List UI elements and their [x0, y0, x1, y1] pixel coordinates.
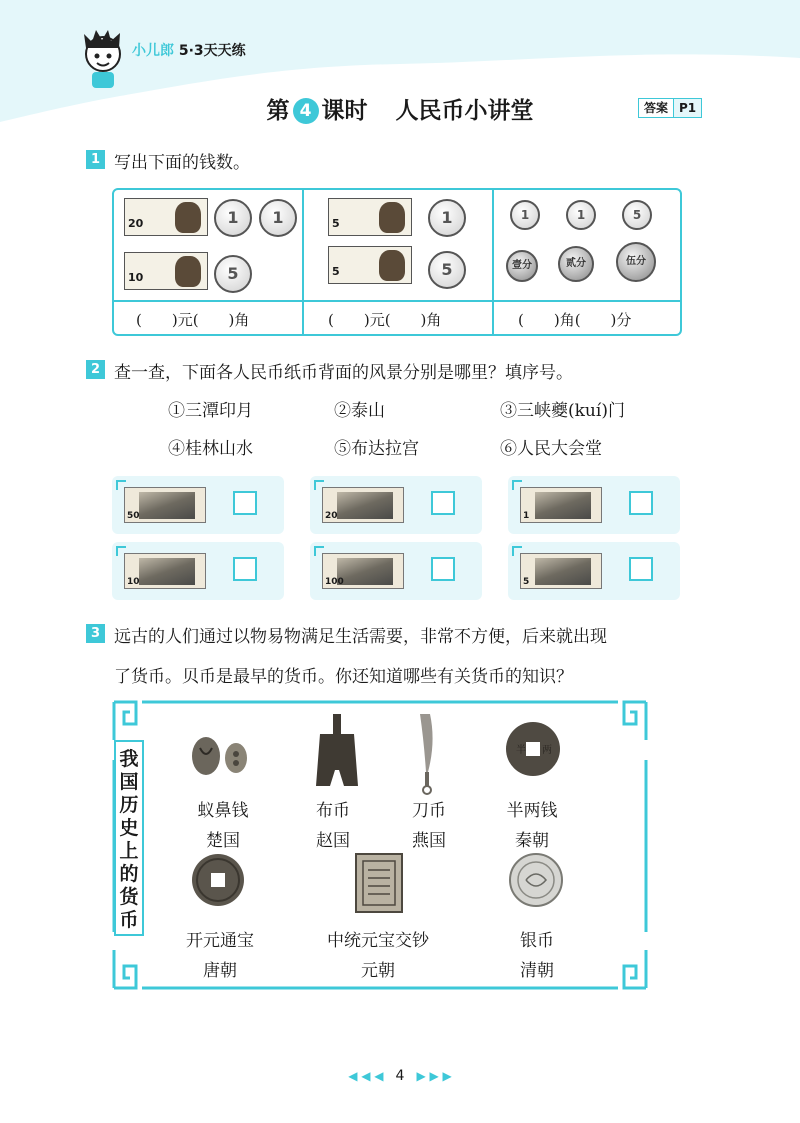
- coin: 1: [428, 199, 466, 237]
- banknote-back: 1: [520, 487, 602, 523]
- bill-card: [508, 542, 680, 600]
- banknote: 5: [328, 246, 412, 284]
- q1-text: 写出下面的钱数。: [114, 153, 250, 173]
- q1-answer-1[interactable]: ( )元( )角: [136, 311, 250, 329]
- option-4: ④桂林山水: [168, 439, 253, 459]
- currency-name: 刀币: [412, 801, 446, 821]
- lesson-prefix: 第: [266, 98, 290, 124]
- q3-number: 3: [86, 624, 105, 643]
- currency-era: 唐朝: [203, 961, 237, 981]
- option-1: ①三潭印月: [168, 401, 253, 421]
- q1-answer-3[interactable]: ( )角( )分: [518, 311, 632, 329]
- currency-name: 开元通宝: [186, 931, 254, 951]
- answer-box[interactable]: [431, 491, 455, 515]
- banknote-back: 100: [322, 553, 404, 589]
- answer-box[interactable]: [233, 491, 257, 515]
- q1-answer-2[interactable]: ( )元( )角: [328, 311, 442, 329]
- lesson-name: 人民币小讲堂: [395, 98, 534, 124]
- currency-era: 燕国: [412, 831, 446, 851]
- bill-card: [310, 476, 482, 534]
- banknote-back: 5: [520, 553, 602, 589]
- currency-era: 楚国: [206, 831, 240, 851]
- yibiqian-image: [190, 732, 252, 778]
- banknote: 10: [124, 252, 208, 290]
- q1-number: 1: [86, 150, 105, 169]
- brand: [132, 40, 246, 60]
- currency-name: 布币: [316, 801, 350, 821]
- option-2: ②泰山: [334, 401, 385, 421]
- page-number: 4: [395, 1068, 405, 1084]
- prev-arrows-icon: ◀ ◀ ◀: [348, 1069, 384, 1083]
- bill-card: [112, 476, 284, 534]
- answer-box[interactable]: [431, 557, 455, 581]
- coin: 1: [259, 199, 297, 237]
- coin: 5: [428, 251, 466, 289]
- coin: 1: [214, 199, 252, 237]
- answer-box[interactable]: [629, 491, 653, 515]
- currency-name: 银币: [520, 931, 554, 951]
- lesson-suffix: 课时: [321, 98, 368, 124]
- currency-era: 秦朝: [515, 831, 549, 851]
- svg-text:两: 两: [542, 745, 552, 756]
- lesson-number: 4: [293, 98, 319, 124]
- currency-era: 赵国: [316, 831, 350, 851]
- coin: 1: [566, 200, 596, 230]
- page-footer: [0, 1068, 800, 1084]
- coin: 壹分: [506, 250, 538, 282]
- q1-money-table: [112, 188, 682, 336]
- option-3: ③三峡夔(kuí)门: [500, 401, 625, 421]
- brand-series: 5·3天天练: [178, 43, 246, 59]
- answer-label: 答案: [644, 101, 669, 115]
- q2-text: 查一查，下面各人民币纸币背面的风景分别是哪里？填序号。: [114, 363, 573, 383]
- banknote: 5: [328, 198, 412, 236]
- svg-text:半: 半: [516, 745, 526, 756]
- mascot-icon: [78, 28, 128, 90]
- coin: 贰分: [558, 246, 594, 282]
- coin: 5: [214, 255, 252, 293]
- option-6: ⑥人民大会堂: [500, 439, 602, 459]
- bill-card: [508, 476, 680, 534]
- q3-line-2: 了货币。贝币是最早的货币。你还知道哪些有关货币的知识？: [114, 667, 573, 687]
- currency-era: 元朝: [361, 961, 395, 981]
- coin: 伍分: [616, 242, 656, 282]
- daobi-image: [414, 712, 444, 796]
- currency-name: 中统元宝交钞: [327, 931, 429, 951]
- coin: 5: [622, 200, 652, 230]
- answer-box[interactable]: [629, 557, 653, 581]
- banknote: 20: [124, 198, 208, 236]
- answer-page: P1: [673, 99, 701, 117]
- currency-name: 蚁鼻钱: [197, 801, 249, 821]
- banknote-back: 10: [124, 553, 206, 589]
- brand-name: 小儿郎: [132, 43, 174, 59]
- kaiyuan-tongbao-image: [190, 852, 246, 908]
- q2-number: 2: [86, 360, 105, 379]
- banknote-back: 20: [322, 487, 404, 523]
- currency-era: 清朝: [520, 961, 554, 981]
- bill-card: [310, 542, 482, 600]
- option-5: ⑤布达拉宫: [334, 439, 419, 459]
- silver-coin-image: [508, 852, 564, 908]
- answer-reference[interactable]: [638, 98, 702, 118]
- zhongtong-jiaochao-image: [354, 852, 404, 914]
- answer-box[interactable]: [233, 557, 257, 581]
- bubi-image: [312, 712, 362, 792]
- banliangqian-image: [504, 720, 562, 778]
- currency-name: 半两钱: [506, 801, 558, 821]
- banknote-back: 50: [124, 487, 206, 523]
- coin: 1: [510, 200, 540, 230]
- q3-line-1: 远古的人们通过以物易物满足生活需要，非常不方便，后来就出现: [114, 627, 607, 647]
- next-arrows-icon: ▶ ▶ ▶: [416, 1069, 452, 1083]
- history-label: 我 国 历 史 上 的 货 币: [114, 740, 144, 936]
- bill-card: [112, 542, 284, 600]
